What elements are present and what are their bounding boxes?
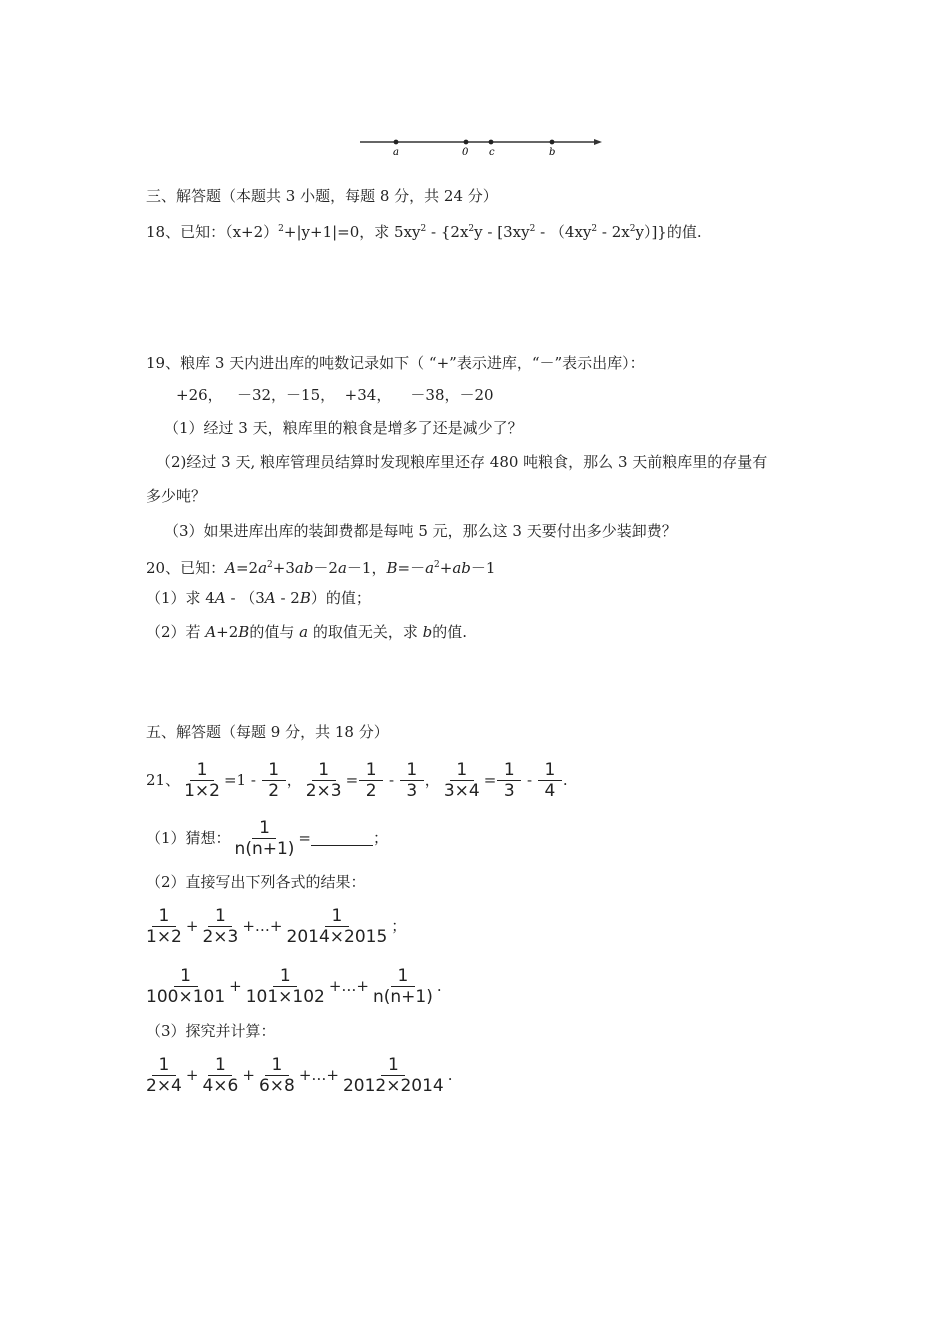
fraction: [181, 760, 223, 801]
q20-text: 的值.: [432, 623, 467, 641]
var: a: [258, 559, 268, 577]
fraction: [232, 818, 298, 859]
question-20-stem: [146, 555, 495, 578]
numerator: 1: [325, 906, 349, 927]
denominator: 100×101: [146, 986, 226, 1007]
numerator: 1: [262, 760, 286, 781]
fraction: [199, 1055, 241, 1096]
number-line-figure: [358, 132, 604, 158]
var: a: [425, 559, 435, 577]
op: +: [185, 1066, 199, 1084]
denominator: 101×102: [245, 986, 325, 1007]
label-zero: 0: [462, 147, 469, 158]
fraction: [370, 966, 436, 1007]
fraction: [284, 906, 391, 947]
q20-text: －1，: [346, 559, 387, 577]
question-21-part-2: （2）直接写出下列各式的结果：: [146, 873, 366, 891]
op: ；: [373, 829, 389, 847]
numerator: 1: [252, 818, 276, 839]
var: ab: [294, 559, 314, 577]
q20-text: －1: [470, 559, 496, 577]
op: .: [562, 771, 568, 789]
numerator: 1: [152, 906, 176, 927]
op: .: [436, 977, 442, 995]
var: A: [225, 559, 236, 577]
denominator: 3×4: [443, 780, 480, 801]
q18-text: 18、已知：（x+2）: [146, 223, 279, 241]
numerator: 1: [400, 760, 424, 781]
var: B: [386, 559, 398, 577]
var: B: [238, 623, 250, 641]
op: +…+: [298, 1066, 339, 1084]
denominator: n(n+1): [234, 838, 295, 859]
op: +: [185, 917, 199, 935]
exp: 2: [267, 560, 273, 570]
point-b: [550, 140, 555, 145]
q18-text: - 2x: [597, 223, 630, 241]
denominator: 2×4: [146, 1075, 182, 1096]
q18-text: y - [3xy: [474, 223, 530, 241]
point-a: [394, 140, 399, 145]
question-19-data: +26， －32，－15， +34， －38，－20: [176, 386, 494, 404]
denominator: 2×3: [305, 780, 342, 801]
denominator: 1×2: [184, 780, 220, 801]
question-21-part-1: [146, 814, 388, 861]
q21-text: （1）猜想：: [146, 829, 231, 847]
fraction: [243, 966, 328, 1007]
q20-text: +: [439, 559, 453, 577]
question-19-part-2-cont: 多少吨？: [146, 487, 207, 505]
q20-text: （1）求 4: [146, 589, 215, 607]
fraction: [143, 966, 228, 1007]
label-b: b: [549, 147, 556, 158]
q20-text: =2: [235, 559, 259, 577]
q20-text: - 2: [275, 589, 300, 607]
op: +…+: [242, 917, 283, 935]
numerator: 1: [312, 760, 336, 781]
exp: 2: [278, 224, 284, 234]
question-20-part-2: [146, 622, 467, 642]
fraction: [143, 906, 185, 947]
question-19-stem: 19、粮库 3 天内进出库的吨数记录如下（ “+”表示进库，“－”表示出库）：: [146, 354, 645, 372]
q18-text: y）]}的值.: [635, 223, 702, 241]
denominator: 3: [406, 780, 418, 801]
question-21-sum-2: [142, 962, 442, 1009]
denominator: 2012×2014: [342, 1075, 444, 1096]
var: a: [299, 623, 309, 641]
op: =: [345, 771, 359, 789]
question-21-part-3: （3）探究并计算：: [146, 1022, 276, 1040]
q21-label: 21、: [146, 771, 181, 789]
q20-text: ）的值；: [310, 589, 371, 607]
exp: 2: [591, 224, 598, 234]
q20-text: +2: [216, 623, 239, 641]
numerator: 1: [174, 966, 198, 987]
denominator: n(n+1): [373, 986, 433, 1007]
fraction: [538, 760, 562, 801]
q20-text: －2: [313, 559, 338, 577]
question-21-sum-3: [142, 1051, 453, 1098]
q20-text: （2）若: [146, 623, 206, 641]
op: -: [522, 771, 537, 789]
q18-text: +|y+1|=0，求 5xy: [283, 223, 421, 241]
fraction: [497, 760, 521, 801]
fraction: [143, 1055, 185, 1096]
denominator: 2: [268, 780, 280, 801]
op: -: [384, 771, 399, 789]
fraction: [400, 760, 424, 801]
denominator: 1×2: [146, 926, 182, 947]
numerator: 1: [381, 1055, 405, 1076]
section-5-title: 五、解答题（每题 9 分，共 18 分）: [146, 723, 389, 741]
op: +: [229, 977, 242, 995]
q20-text: 的取值无关，求: [308, 623, 423, 641]
op: +…+: [328, 977, 369, 995]
section-3-title: 三、解答题（本题共 3 小题，每题 8 分，共 24 分）: [146, 187, 498, 205]
numerator: 1: [208, 1055, 232, 1076]
question-21-sum-1: [142, 902, 406, 949]
var: A: [205, 623, 217, 641]
op: ；: [391, 917, 407, 935]
label-c: c: [489, 147, 495, 158]
exp: 2: [529, 224, 536, 234]
exp: 2: [434, 560, 440, 570]
exp: 2: [420, 224, 427, 234]
numerator: 1: [391, 966, 415, 987]
denominator: 6×8: [258, 1075, 295, 1096]
var: ab: [452, 559, 471, 577]
numerator: 1: [538, 760, 562, 781]
op: .: [447, 1066, 453, 1084]
var: b: [422, 623, 433, 641]
denominator: 2014×2015: [286, 926, 388, 947]
exp: 2: [468, 224, 475, 234]
q20-text: +3: [272, 559, 295, 577]
var: B: [299, 589, 311, 607]
numerator: 1: [190, 760, 214, 781]
number-line-arrow-icon: [594, 139, 602, 145]
numerator: 1: [265, 1055, 289, 1076]
denominator: 4: [544, 780, 556, 801]
q18-text: - {2x: [426, 223, 469, 241]
op: +: [242, 1066, 255, 1084]
question-21-stem: [146, 756, 568, 803]
q20-text: =－: [397, 559, 426, 577]
var: A: [264, 589, 276, 607]
fraction: [256, 1055, 298, 1096]
exp: 2: [629, 224, 636, 234]
point-c: [489, 140, 494, 145]
question-19-part-1: （1）经过 3 天，粮库里的粮食是增多了还是减少了？: [164, 419, 523, 437]
fraction: [262, 760, 286, 801]
numerator: 1: [450, 760, 474, 781]
q20-text: - （3: [225, 589, 265, 607]
var: a: [337, 559, 347, 577]
fraction: [359, 760, 383, 801]
answer-blank: [311, 831, 373, 846]
denominator: 3: [503, 780, 515, 801]
op: =: [298, 829, 311, 847]
question-20-part-1: [146, 588, 371, 608]
numerator: 1: [273, 966, 297, 987]
numerator: 1: [359, 760, 383, 781]
denominator: 2: [365, 780, 377, 801]
op: ，: [424, 771, 440, 789]
q20-text: 的值与: [249, 623, 300, 641]
fraction: [441, 760, 483, 801]
fraction: [340, 1055, 447, 1096]
numerator: 1: [152, 1055, 176, 1076]
label-a: a: [393, 147, 399, 158]
op: =1 -: [223, 771, 261, 789]
question-19-part-2: （2)经过 3 天, 粮库管理员结算时发现粮库里还存 480 吨粮食，那么 3 天前粮库里的存量有: [156, 453, 768, 471]
op: =: [483, 771, 497, 789]
q20-text: 20、已知：: [146, 559, 226, 577]
q18-text: - （4xy: [535, 223, 592, 241]
fraction: [199, 906, 241, 947]
fraction: [303, 760, 345, 801]
var: A: [214, 589, 226, 607]
point-zero: [464, 140, 469, 145]
question-19-part-3: （3）如果进库出库的装卸费都是每吨 5 元，那么这 3 天要付出多少装卸费？: [164, 522, 677, 540]
denominator: 4×6: [202, 1075, 239, 1096]
denominator: 2×3: [202, 926, 239, 947]
op: ，: [286, 771, 302, 789]
question-18: [146, 219, 702, 242]
numerator: 1: [497, 760, 521, 781]
numerator: 1: [208, 906, 232, 927]
